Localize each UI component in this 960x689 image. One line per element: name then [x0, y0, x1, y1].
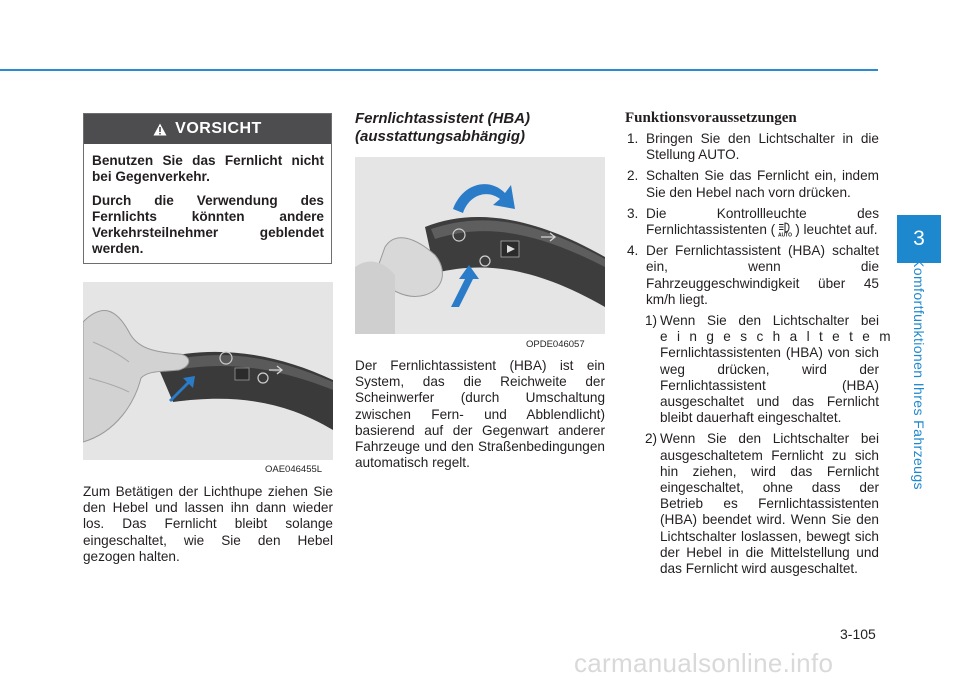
figure-hba-stalk: [355, 157, 605, 334]
chapter-label: Komfortfunktionen Ihres Fahrzeugs: [911, 258, 927, 490]
svg-text:AUTO: AUTO: [778, 232, 793, 238]
requirements-list: [625, 131, 900, 582]
list-item: [625, 131, 879, 163]
item-number: 2.: [627, 168, 639, 184]
page-number: 3-105: [840, 626, 876, 642]
item-text: Schalten Sie das Fernlicht ein, indem Sie den Hebel nach vorn drücken.: [646, 168, 879, 200]
subitem-number: 1): [645, 313, 658, 329]
figure-flash-to-pass: [83, 282, 333, 460]
item-text-end: ) leuchtet auf.: [795, 222, 878, 238]
hba-stalk-illustration: [355, 157, 605, 334]
subitem-text-end: Fernlichtassistenten (HBA) von sich weg drücken, wird der Fernlichtassistent (HBA) ausgeschaltet und das Fernlicht bleibt dauerhaft eingeschaltet.: [660, 345, 879, 426]
item-text: Der Fernlichtassistent (HBA) schaltet ein, wenn die Fahrzeuggeschwindigkeit über 45 km/h liegt.: [646, 243, 879, 307]
item-text: Bringen Sie den Lichtschalter in die Stellung AUTO.: [646, 131, 879, 163]
sub-list-item: [625, 431, 879, 577]
requirements-heading: Funktionsvoraussetzungen: [625, 110, 797, 126]
sub-list-item: [625, 313, 900, 426]
watermark: carmanualsonline.info: [574, 648, 834, 678]
stalk-illustration: [83, 282, 333, 460]
flash-to-pass-text: Zum Betätigen der Lichthupe ziehen Sie den Hebel und lassen ihn dann wieder los. Das Fernlicht bleibt solange eingeschaltet, wie Sie den Hebel gezogen halten.: [83, 484, 333, 564]
caution-title: VORSICHT: [175, 120, 262, 137]
chapter-tab: 3: [897, 215, 941, 263]
heading-line-2: (ausstattungsabhängig): [355, 128, 526, 145]
subitem-text: Wenn Sie den Lichtschalter bei: [660, 313, 879, 329]
caution-header: [84, 114, 331, 144]
caution-text-2: Durch die Verwendung des Fernlichts könnten andere Verkehrsteilnehmer geblendet werden.: [92, 193, 324, 256]
subitem-text: Wenn Sie den Lichtschalter bei ausgeschaltetem Fernlicht zu sich hin ziehen, wird das Fernlicht eingeschaltet, ohne dass der Betrieb es Fernlichtassistenten (HBA) beendet wird. Wenn Sie den Lichtschalter loslassen, bewegt sich der Hebel in die Mittelstellung und das Fernlicht wird ausgeschaltet.: [660, 431, 879, 577]
hba-description: Der Fernlichtassistent (HBA) ist ein System, das die Reichweite der Scheinwerfer (durch Umschaltung zwischen Fern- und Abblendlicht) basierend auf der Gegenwart anderer Fahrzeuge und den Straßenbedingungen automatisch regelt.: [355, 358, 605, 471]
item-text: Die Kontrollleuchte des Fernlichtassistenten (: [646, 205, 879, 238]
figure-code-2: OPDE046057: [526, 339, 585, 350]
subitem-text-spaced: eingeschaltetem: [660, 329, 900, 345]
figure-code-1: OAE046455L: [265, 464, 323, 475]
item-number: 1.: [627, 131, 639, 146]
warning-icon: [153, 123, 167, 136]
header-rule: [0, 69, 878, 71]
caution-text-1: Benutzen Sie das Fernlicht nicht bei Gegenverkehr.: [92, 153, 324, 184]
subitem-number: 2): [645, 431, 658, 447]
list-item: [625, 243, 879, 308]
hba-auto-icon: [776, 222, 794, 237]
caution-box: [83, 113, 332, 264]
section-heading: [355, 110, 530, 146]
item-number: 3.: [627, 205, 639, 221]
list-item: [625, 206, 879, 238]
item-number: 4.: [627, 243, 639, 259]
list-item: [625, 168, 879, 200]
heading-line-1: Fernlichtassistent (HBA): [355, 110, 531, 127]
